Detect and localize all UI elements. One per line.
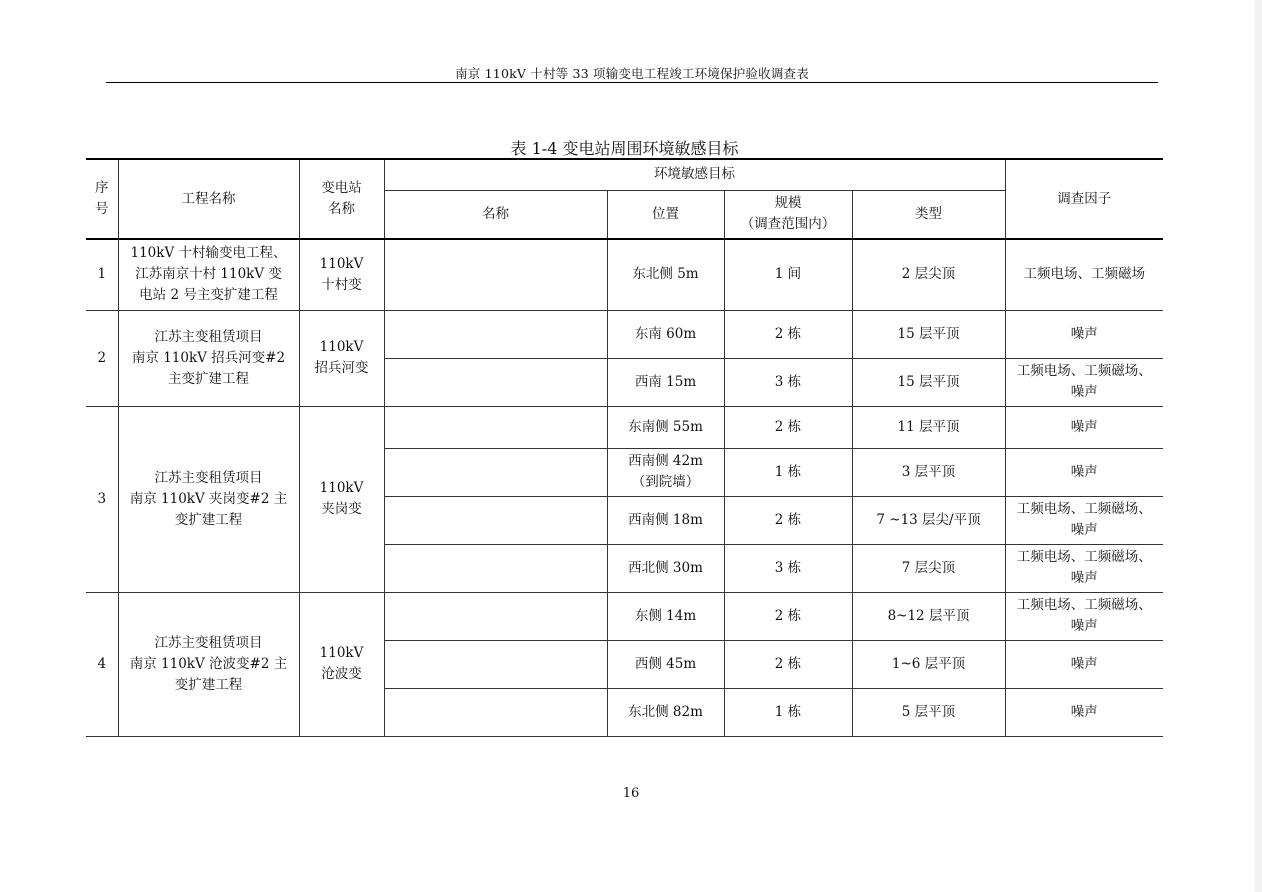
- cell-seq: 4: [86, 592, 118, 736]
- cell-survey-factor: 工频电场、工频磁场、 噪声: [1005, 496, 1163, 544]
- cell-survey-factor: 噪声: [1005, 406, 1163, 448]
- page-edge-strip: [1255, 0, 1262, 892]
- cell-type: 8~12 层平顶: [852, 592, 1005, 640]
- cell-type: 11 层平顶: [852, 406, 1005, 448]
- cell-type: 1~6 层平顶: [852, 640, 1005, 688]
- cell-position: 西南 15m: [607, 358, 724, 406]
- cell-type: 7 ~13 层尖/平顶: [852, 496, 1005, 544]
- header-survey-factor: 调查因子: [1005, 159, 1163, 239]
- header-rule: [106, 82, 1158, 83]
- table-title: 表 1-4 变电站周围环境敏感目标: [510, 139, 739, 158]
- cell-type: 15 层平顶: [852, 358, 1005, 406]
- cell-project-name: 江苏主变租赁项目 南京 110kV 沧波变#2 主 变扩建工程: [118, 592, 299, 736]
- header-substation-name: 变电站 名称: [299, 159, 384, 239]
- header-seq: 序 号: [86, 159, 118, 239]
- table-row: [86, 592, 1163, 640]
- cell-target-name: [384, 688, 607, 736]
- cell-survey-factor: 工频电场、工频磁场、 噪声: [1005, 592, 1163, 640]
- cell-scale: 3 栋: [724, 358, 852, 406]
- cell-survey-factor: 噪声: [1005, 688, 1163, 736]
- cell-substation-name: 110kV 沧波变: [299, 592, 384, 736]
- cell-scale: 2 栋: [724, 496, 852, 544]
- header-position: 位置: [607, 190, 724, 239]
- table-header: [86, 159, 1163, 239]
- cell-project-name: 江苏主变租赁项目 南京 110kV 夹岗变#2 主 变扩建工程: [118, 406, 299, 592]
- page-number: 16: [622, 786, 640, 801]
- table-body: [86, 239, 1163, 736]
- cell-type: 5 层平顶: [852, 688, 1005, 736]
- cell-substation-name: 110kV 招兵河变: [299, 310, 384, 406]
- sensitive-targets-table: [86, 158, 1163, 737]
- cell-target-name: [384, 448, 607, 496]
- cell-position: 东南 60m: [607, 310, 724, 358]
- cell-substation-name: 110kV 十村变: [299, 239, 384, 310]
- cell-target-name: [384, 358, 607, 406]
- cell-position: 西南侧 42m （到院墙）: [607, 448, 724, 496]
- cell-target-name: [384, 310, 607, 358]
- cell-scale: 2 栋: [724, 592, 852, 640]
- cell-type: 3 层平顶: [852, 448, 1005, 496]
- table-row: [86, 310, 1163, 358]
- cell-position: 东北侧 82m: [607, 688, 724, 736]
- cell-position: 东侧 14m: [607, 592, 724, 640]
- table-row: [86, 239, 1163, 310]
- cell-survey-factor: 工频电场、工频磁场、 噪声: [1005, 358, 1163, 406]
- header-target-name: 名称: [384, 190, 607, 239]
- cell-position: 西北侧 30m: [607, 544, 724, 592]
- header-scale: 规模 （调查范围内）: [724, 190, 852, 239]
- cell-target-name: [384, 406, 607, 448]
- header-type: 类型: [852, 190, 1005, 239]
- cell-survey-factor: 噪声: [1005, 640, 1163, 688]
- cell-survey-factor: 噪声: [1005, 448, 1163, 496]
- cell-target-name: [384, 592, 607, 640]
- table-row: [86, 406, 1163, 448]
- header-project-name: 工程名称: [118, 159, 299, 239]
- cell-scale: 1 栋: [724, 688, 852, 736]
- header-env-sensitive-targets: 环境敏感目标: [384, 159, 1005, 190]
- cell-type: 7 层尖顶: [852, 544, 1005, 592]
- cell-type: 15 层平顶: [852, 310, 1005, 358]
- cell-position: 西侧 45m: [607, 640, 724, 688]
- cell-target-name: [384, 239, 607, 310]
- cell-scale: 3 栋: [724, 544, 852, 592]
- cell-survey-factor: 工频电场、工频磁场、 噪声: [1005, 544, 1163, 592]
- cell-substation-name: 110kV 夹岗变: [299, 406, 384, 592]
- cell-target-name: [384, 640, 607, 688]
- cell-scale: 1 间: [724, 239, 852, 310]
- cell-project-name: 江苏主变租赁项目 南京 110kV 招兵河变#2 主变扩建工程: [118, 310, 299, 406]
- cell-seq: 3: [86, 406, 118, 592]
- cell-survey-factor: 工频电场、工频磁场: [1005, 239, 1163, 310]
- cell-target-name: [384, 544, 607, 592]
- cell-seq: 2: [86, 310, 118, 406]
- cell-position: 西南侧 18m: [607, 496, 724, 544]
- cell-target-name: [384, 496, 607, 544]
- cell-position: 东北侧 5m: [607, 239, 724, 310]
- cell-scale: 1 栋: [724, 448, 852, 496]
- cell-scale: 2 栋: [724, 310, 852, 358]
- cell-position: 东南侧 55m: [607, 406, 724, 448]
- cell-type: 2 层尖顶: [852, 239, 1005, 310]
- cell-survey-factor: 噪声: [1005, 310, 1163, 358]
- cell-project-name: 110kV 十村输变电工程、 江苏南京十村 110kV 变 电站 2 号主变扩建工程: [118, 239, 299, 310]
- cell-scale: 2 栋: [724, 406, 852, 448]
- cell-scale: 2 栋: [724, 640, 852, 688]
- cell-seq: 1: [86, 239, 118, 310]
- page-header: 南京 110kV 十村等 33 项输变电工程竣工环境保护验收调查表: [455, 66, 809, 81]
